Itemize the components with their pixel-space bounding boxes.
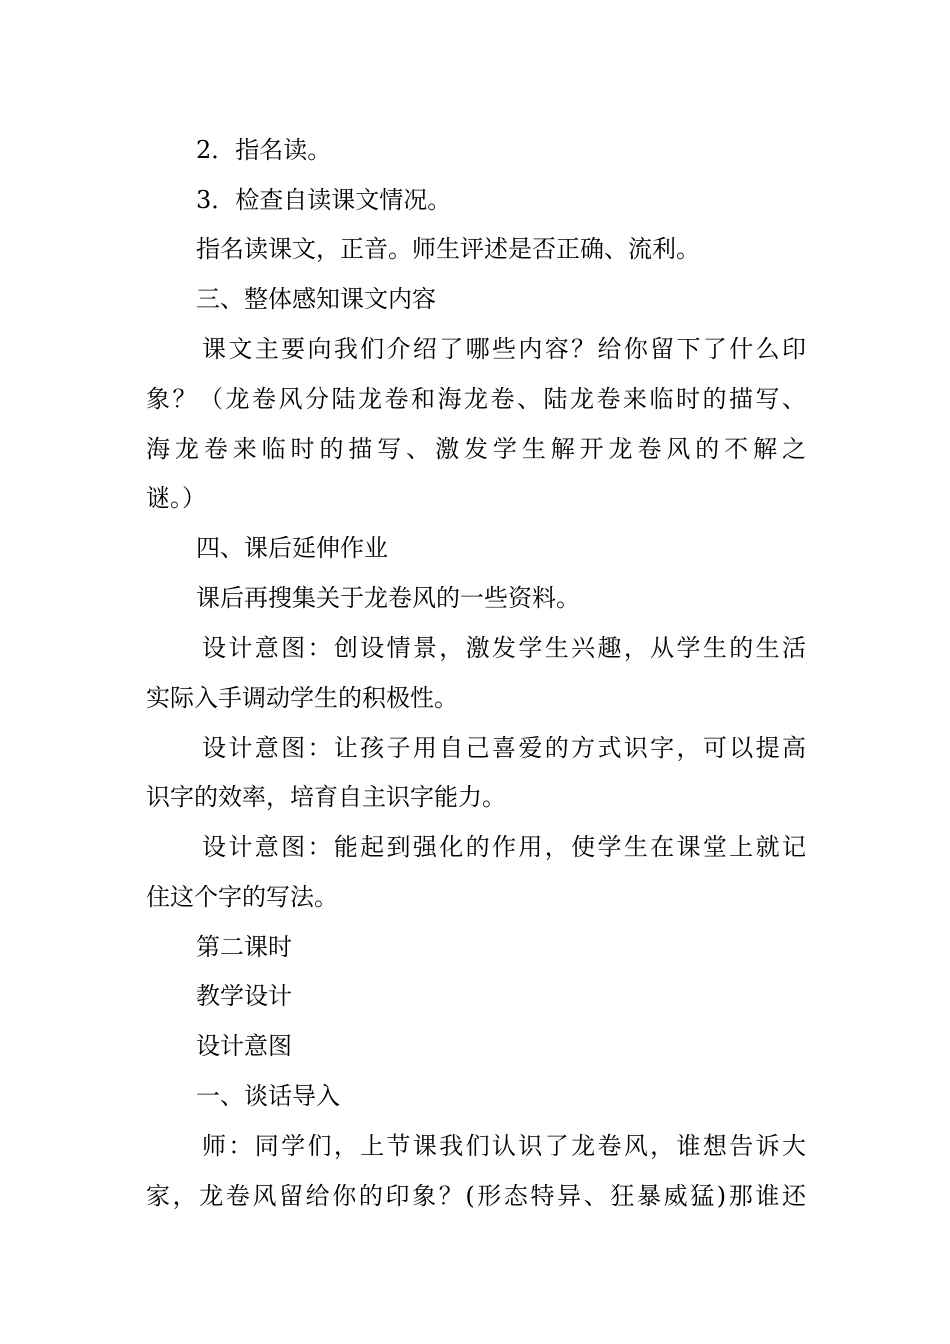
text-line-10: 课后再搜集关于龙卷风的一些资料。 — [196, 584, 580, 612]
teaching-design-heading: 教学设计 — [196, 982, 292, 1010]
text-line-8: 谜。） — [146, 484, 206, 512]
text-line-21: 师：同学们，上节课我们认识了龙卷风，谁想告诉大 — [202, 1132, 806, 1160]
text-line-7: 海龙卷来临时的描写、激发学生解开龙卷风的不解之 — [146, 435, 806, 463]
text-line-16: 住这个字的写法。 — [146, 883, 338, 911]
section-heading-3: 三、整体感知课文内容 — [196, 285, 436, 313]
text-line-3: 指名读课文，正音。师生评述是否正确、流利。 — [196, 235, 700, 263]
design-intent-heading: 设计意图 — [196, 1032, 292, 1060]
text-line-1: 2．指名读。 — [196, 136, 332, 164]
section-heading-4: 四、课后延伸作业 — [196, 534, 388, 562]
text-line-15: 设计意图：能起到强化的作用，使学生在课堂上就记 — [202, 833, 806, 861]
text-line-12: 实际入手调动学生的积极性。 — [146, 684, 458, 712]
lesson-heading: 第二课时 — [196, 933, 292, 961]
text-line-22: 家，龙卷风留给你的印象？(形态特异、狂暴威猛)那谁还 — [146, 1182, 806, 1210]
text-line-13: 设计意图：让孩子用自己喜爱的方式识字，可以提高 — [202, 734, 806, 762]
text-line-2: 3．检查自读课文情况。 — [196, 186, 452, 214]
text-line-6: 象？（龙卷风分陆龙卷和海龙卷、陆龙卷来临时的描写、 — [146, 385, 806, 413]
text-line-11: 设计意图：创设情景，激发学生兴趣，从学生的生活 — [202, 634, 806, 662]
text-line-5: 课文主要向我们介绍了哪些内容？给你留下了什么印 — [202, 335, 806, 363]
text-line-14: 识字的效率，培育自主识字能力。 — [146, 783, 506, 811]
section-heading-1: 一、谈话导入 — [196, 1082, 340, 1110]
